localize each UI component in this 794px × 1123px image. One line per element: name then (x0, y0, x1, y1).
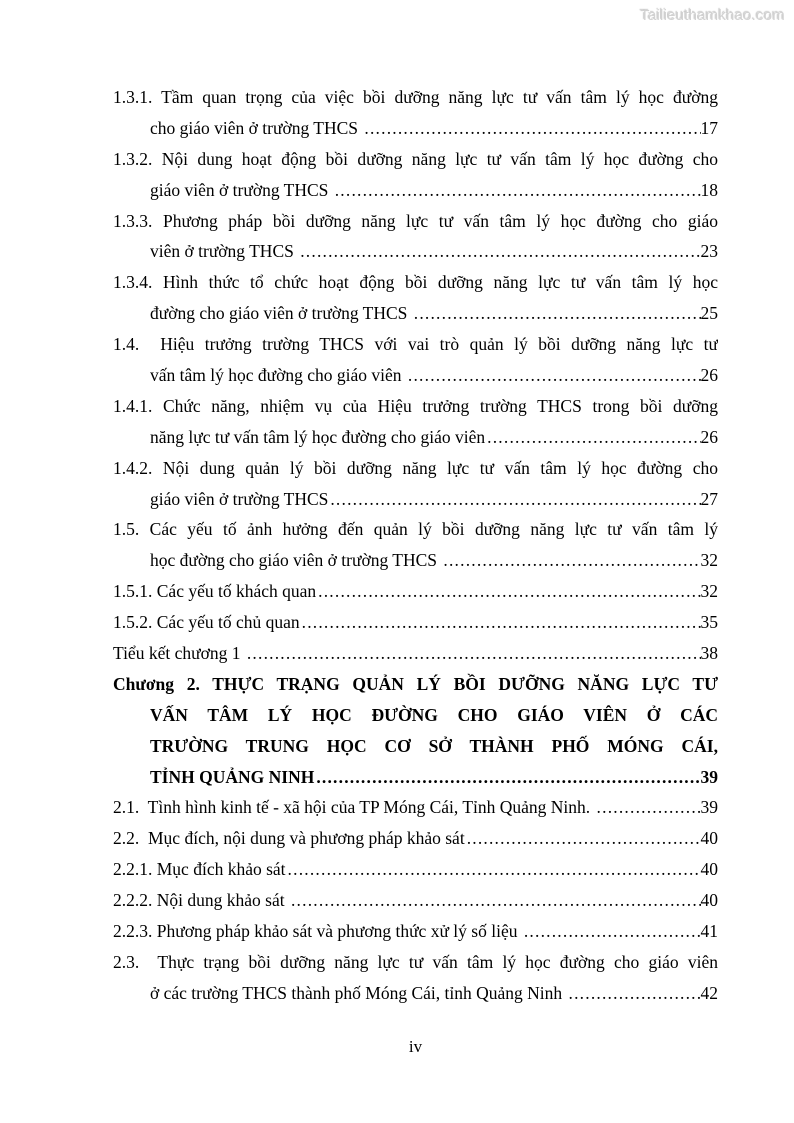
toc-entry-text: 1.3.4. Hình thức tổ chức hoạt động bồi dưỡng năng lực tư vấn tâm lý học (113, 272, 718, 293)
dot-leader (302, 607, 701, 638)
toc-entry (113, 792, 718, 823)
toc-page-number: 35 (700, 612, 718, 633)
toc-entry (113, 267, 718, 329)
toc-page-number: 40 (700, 890, 718, 911)
toc-entry-text: 2.2.1. Mục đích khảo sát (113, 859, 286, 880)
toc-entry-text: 1.5. Các yếu tố ảnh hưởng đến quản lý bồi dưỡng năng lực tư vấn tâm lý (113, 519, 718, 540)
toc-entry-text: ở các trường THCS thành phố Móng Cái, tỉnh Quảng Ninh (150, 982, 567, 1003)
toc-entry-text: 1.3.2. Nội dung hoạt động bồi dưỡng năng lực tư vấn tâm lý học đường cho (113, 148, 718, 169)
toc-entry-text: giáo viên ở trường THCS (150, 179, 333, 200)
toc-entry-text: năng lực tư vấn tâm lý học đường cho giáo viên (150, 426, 486, 447)
toc-entry (113, 669, 718, 793)
dot-leader (569, 978, 701, 1009)
dot-leader (318, 576, 700, 607)
toc-entry (113, 144, 718, 206)
toc-entry-text: 2.2. Mục đích, nội dung và phương pháp khảo sát (113, 828, 465, 849)
dot-leader (330, 484, 700, 515)
toc-entry-text: học đường cho giáo viên ở trường THCS (150, 550, 442, 571)
toc-page-number: 42 (700, 982, 718, 1003)
toc-entry-text: 1.5.2. Các yếu tố chủ quan (113, 612, 300, 633)
toc-entry (113, 607, 718, 638)
toc-entry (113, 947, 718, 1009)
toc-entry-text: Tiểu kết chương 1 (113, 643, 245, 664)
toc-page-number: 25 (700, 303, 718, 324)
toc-entry (113, 638, 718, 669)
toc-entry (113, 885, 718, 916)
toc-entry-text: 2.1. Tình hình kinh tế - xã hội của TP Móng Cái, Tỉnh Quảng Ninh. (113, 797, 595, 818)
toc-entry (113, 453, 718, 515)
toc-page-number: 32 (700, 550, 718, 571)
dot-leader (443, 545, 700, 576)
toc-entry (113, 391, 718, 453)
dot-leader (408, 360, 701, 391)
toc-entry (113, 916, 718, 947)
toc-entry-text: 1.3.1. Tầm quan trọng của việc bồi dưỡng năng lực tư vấn tâm lý học đường (113, 87, 718, 107)
toc-entry-text: 2.2.2. Nội dung khảo sát (113, 890, 289, 911)
toc-entry-text: 1.4.2. Nội dung quản lý bồi dưỡng năng lực tư vấn tâm lý học đường cho (113, 457, 718, 478)
toc-entry-text: vấn tâm lý học đường cho giáo viên (150, 365, 406, 386)
dot-leader (335, 175, 701, 206)
toc-page-number: 18 (700, 179, 718, 200)
toc-page-number: 40 (700, 859, 718, 880)
toc-page-number: 32 (700, 581, 718, 602)
toc-entry-text: 2.3. Thực trạng bồi dưỡng năng lực tư vấn tâm lý học đường cho giáo viên (113, 951, 718, 972)
toc-entry-text: Chương 2. THỰC TRẠNG QUẢN LÝ BỒI DƯỠNG NĂNG LỰC TƯ (113, 673, 718, 694)
toc-entry (113, 514, 718, 576)
toc-entry-text: 1.4. Hiệu trưởng trường THCS với vai trò quản lý bồi dưỡng năng lực tư (113, 334, 718, 355)
toc-entry-text: TỈNH QUẢNG NINH (150, 766, 315, 787)
toc-entry-text: TRƯỜNG TRUNG HỌC CƠ SỞ THÀNH PHỐ MÓNG CÁI, (150, 735, 718, 756)
dot-leader (467, 823, 701, 854)
toc-entry-text: giáo viên ở trường THCS (150, 488, 329, 509)
toc-entry (113, 576, 718, 607)
dot-leader (597, 792, 701, 823)
dot-leader (288, 854, 701, 885)
toc-entry (113, 82, 718, 144)
toc-page-number: 39 (700, 766, 718, 787)
toc-entry-text: viên ở trường THCS (150, 241, 299, 262)
page-number-footer: iv (408, 1037, 423, 1056)
toc-page-number: 39 (700, 797, 718, 818)
toc-entry-text: đường cho giáo viên ở trường THCS (150, 303, 412, 324)
dot-leader (487, 422, 700, 453)
toc-page-number: 27 (700, 488, 718, 509)
toc-page-number: 41 (700, 921, 718, 942)
toc-entry-text: 2.2.3. Phương pháp khảo sát và phương thức xử lý số liệu (113, 921, 522, 942)
toc-page-number: 40 (700, 828, 718, 849)
toc-page-number: 23 (700, 241, 718, 262)
toc-entry (113, 823, 718, 854)
toc-entry-text: cho giáo viên ở trường THCS (150, 117, 363, 138)
toc-entry-text: 1.3.3. Phương pháp bồi dưỡng năng lực tư vấn tâm lý học đường cho giáo (113, 210, 718, 231)
toc-page-number: 38 (700, 643, 718, 664)
dot-leader (414, 298, 701, 329)
dot-leader (524, 916, 701, 947)
toc-page-number: 26 (700, 365, 718, 386)
dot-leader (316, 762, 700, 793)
toc-entry (113, 206, 718, 268)
toc-entry-text: VẤN TÂM LÝ HỌC ĐƯỜNG CHO GIÁO VIÊN Ở CÁC (150, 704, 718, 725)
dot-leader (291, 885, 701, 916)
toc-page-number: 17 (700, 117, 718, 138)
table-of-contents (113, 82, 718, 1009)
toc-page-number: 26 (700, 426, 718, 447)
toc-entry (113, 854, 718, 885)
watermark: Tailieuthamkhao.com (640, 7, 785, 24)
toc-entry-text: 1.5.1. Các yếu tố khách quan (113, 581, 317, 602)
dot-leader (300, 236, 700, 267)
dot-leader (364, 113, 700, 144)
toc-entry (113, 329, 718, 391)
dot-leader (247, 638, 701, 669)
toc-entry-text: 1.4.1. Chức năng, nhiệm vụ của Hiệu trưởng trường THCS trong bồi dưỡng (113, 395, 718, 416)
